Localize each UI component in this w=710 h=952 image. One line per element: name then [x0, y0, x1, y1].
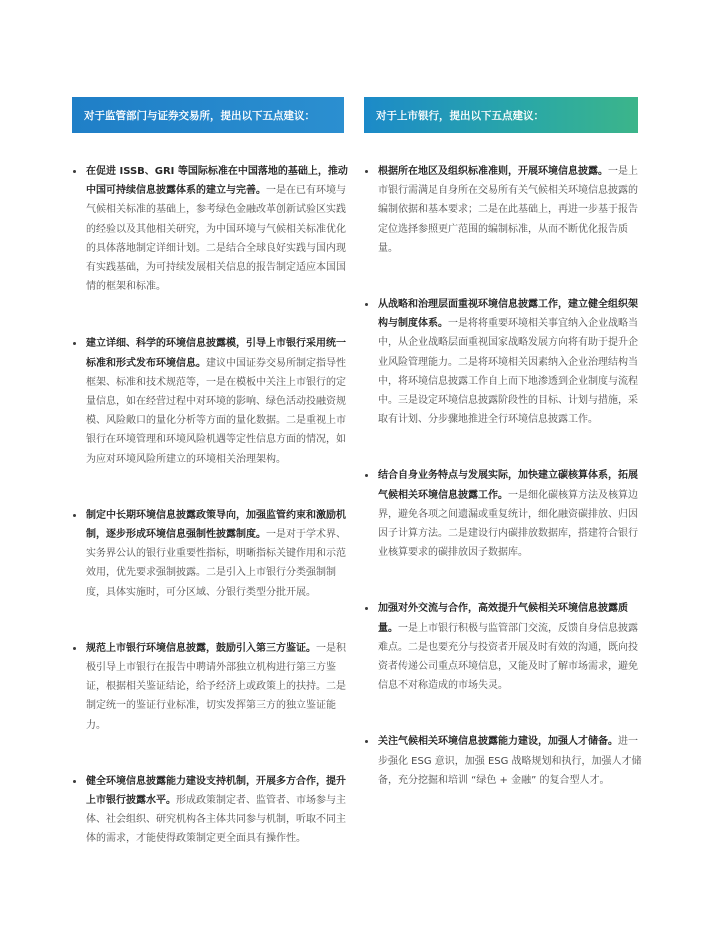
bullet-icon — [73, 342, 76, 345]
list-item — [364, 599, 644, 695]
list-item — [72, 772, 352, 849]
item-text: 形成政策制定者、监管者、市场参与主体、社会组织、研究机构各主体共同参与机制，听取不同主体的需求，才能使得政策制定更全面具有操作性。 — [86, 795, 346, 845]
item-text: 进一步强化 ESG 意识，加强 ESG 战略规划和执行，加强人才储备，充分挖掘和培训 “绿色 + 金融” 的复合型人才。 — [378, 736, 642, 786]
header-right — [364, 97, 638, 133]
list-item — [72, 162, 352, 296]
header-left — [72, 97, 344, 133]
list-item — [364, 295, 644, 429]
list-item — [72, 639, 352, 735]
bullet-icon — [73, 780, 76, 783]
item-heading: 规范上市银行环境信息披露，鼓励引入第三方鉴证。 — [86, 642, 316, 654]
item-text: 一是在已有环境与气候相关标准的基础上，参考绿色金融改革创新试验区实践的经验以及其他相关研究，为中国环境与气候相关标准优化的具体落地制定详细计划。二是结合全球良好实践与国内现有实践基础，为可持续发展相关信息的报告制定适应本国国情的框架和标准。 — [86, 185, 346, 293]
item-heading: 健全环境信息披露能力建设支持机制，开展多方合作，提升上市银行披露水平。 — [86, 775, 346, 807]
bullet-icon — [365, 740, 368, 743]
bullet-icon — [365, 607, 368, 610]
list-item — [364, 466, 644, 562]
item-text: 一是上市银行需满足自身所在交易所有关气候相关环境信息披露的编制依据和基本要求；二是在此基础上，再进一步基于报告定位选择参照更广范围的编制标准，从而不断优化报告质量。 — [378, 166, 638, 254]
right-column — [364, 162, 644, 790]
item-text: 一是细化碳核算方法及核算边界，避免各项之间遗漏或重复统计，细化融资碳排放、归因因子计算方法。二是建设行内碳排放数据库，搭建符合银行业核算要求的碳排放因子数据库。 — [378, 489, 638, 559]
header-left-title: 对于监管部门与证券交易所，提出以下五点建议： — [84, 109, 315, 122]
header-right-title: 对于上市银行，提出以下五点建议： — [376, 109, 544, 122]
item-text: 一是上市银行积极与监管部门交流，反馈自身信息披露难点。二是也要充分与投资者开展及时有效的沟通，既向投资者传递公司重点环境信息，又能及时了解市场需求，避免信息不对称造成的市场失灵。 — [378, 622, 638, 692]
item-heading: 加强对外交流与合作，高效提升气候相关环境信息披露质量。 — [378, 603, 628, 634]
bullet-icon — [365, 474, 368, 477]
item-heading: 在促进 ISSB、GRI 等国际标准在中国落地的基础上，推动中国可持续信息披露体系的建立与完善。 — [86, 166, 348, 197]
bullet-icon — [73, 514, 76, 517]
item-text: 一是对于学术界、实务界公认的银行业重要性指标，明晰指标关键作用和示范效用，优先要求强制披露。二是引入上市银行分类强制制度，具体实施时，可分区域、分银行类型分批开展。 — [86, 529, 346, 598]
list-item — [72, 334, 352, 468]
list-item — [72, 506, 352, 602]
bullet-icon — [73, 170, 76, 173]
item-text: 一是积极引导上市银行在报告中聘请外部独立机构进行第三方鉴证，根据相关鉴证结论，给予经济上或政策上的扶持。二是制定统一的鉴证行业标准，切实发挥第三方的独立鉴证能力。 — [86, 642, 346, 731]
item-heading: 关注气候相关环境信息披露能力建设，加强人才储备。 — [378, 736, 618, 748]
list-item — [364, 732, 644, 790]
item-heading: 制定中长期环境信息披露政策导向，加强监管约束和激励机制，逐步形成环境信息强制性披露制度。 — [86, 509, 346, 541]
bullet-icon — [365, 303, 368, 306]
bullet-icon — [73, 647, 76, 650]
item-heading: 根据所在地区及组织标准准则，开展环境信息披露。 — [378, 166, 608, 177]
item-text: 建议中国证券交易所制定指导性框架、标准和技术规范等，一是在模板中关注上市银行的定量信息，如在经营过程中对环境的影响、绿色活动投融资规模、风险敞口的量化分析等方面的量化数据。二是重视上市银行在环境管理和环境风险机遇等定性信息方面的情况，如为应对环境风险所建立的环境相关治理架构。 — [86, 357, 346, 465]
list-item — [364, 162, 644, 258]
item-text: 一是将将重要环境相关事宜纳入企业战略当中，从企业战略层面重视国家战略发展方向将有助于提升企业风险管理能力。二是将环境相关因素纳入企业治理结构当中，将环境信息披露工作自上而下地渗透到企业制度与流程中。三是设定环境信息披露阶段性的目标、计划与措施，采取有计划、分步骤地推进全行环境信息披露工作。 — [378, 318, 638, 426]
bullet-icon — [365, 170, 368, 173]
item-heading: 建立详细、科学的环境信息披露模，引导上市银行采用统一标准和形式发布环境信息。 — [86, 338, 346, 369]
left-column — [72, 162, 352, 849]
item-heading: 结合自身业务特点与发展实际，加快建立碳核算体系，拓展气候相关环境信息披露工作。 — [378, 470, 638, 501]
item-heading: 从战略和治理层面重视环境信息披露工作，建立健全组织架构与制度体系。 — [378, 299, 638, 330]
